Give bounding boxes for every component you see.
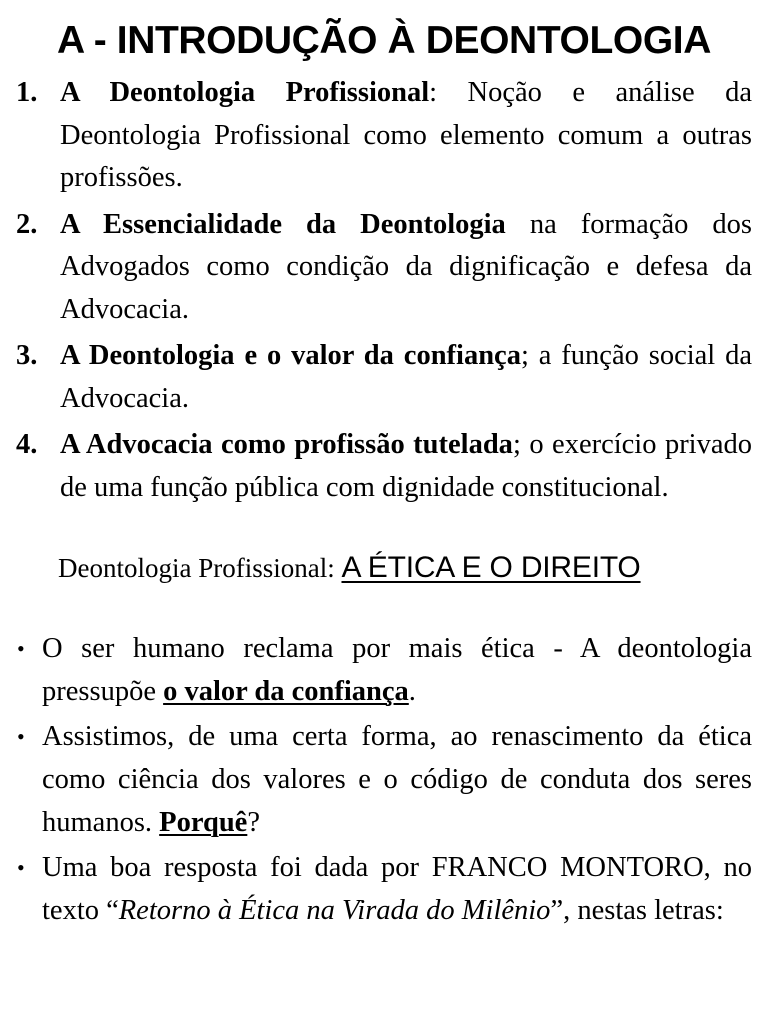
numbered-list bbox=[0, 72, 768, 509]
list-item-text: na formação dos Advogados como condição da dignificação e defesa da Advocacia. bbox=[60, 208, 752, 325]
subheading-emphasis: A ÉTICA E O DIREITO bbox=[341, 551, 641, 584]
bullet-text-part2: ? bbox=[247, 806, 260, 838]
list-item bbox=[0, 204, 768, 332]
list-item-bold-lead: A Deontologia e o valor da confiança bbox=[60, 340, 521, 371]
list-item bbox=[0, 627, 768, 713]
list-item-marker: 1. bbox=[16, 77, 38, 108]
bullet-italic-title: Retorno à Ética na Virada do Milênio bbox=[118, 894, 551, 926]
bullet-icon: • bbox=[17, 723, 25, 749]
list-item-marker: 3. bbox=[16, 340, 38, 371]
list-item bbox=[0, 335, 768, 420]
bullet-text-part1: O ser humano reclama por mais ética - A deontologia pressupõe bbox=[42, 632, 752, 707]
list-item bbox=[0, 715, 768, 844]
list-item-text: ; o exercício privado de uma função pública com dignidade constitucional. bbox=[60, 429, 752, 503]
list-item-bold-lead: A Advocacia como profissão tutelada bbox=[60, 429, 513, 460]
bullet-emphasis: o valor da confiança bbox=[163, 675, 409, 707]
list-item bbox=[0, 72, 768, 200]
list-item bbox=[0, 424, 768, 509]
bullet-text-part1: Assistimos, de uma certa forma, ao renascimento da ética como ciência dos valores e o código de conduta dos seres humanos. bbox=[42, 720, 752, 838]
subheading-lead: Deontologia Profissional: bbox=[58, 553, 342, 583]
list-item bbox=[0, 846, 768, 932]
list-item-marker: 4. bbox=[16, 429, 38, 460]
subheading bbox=[0, 513, 768, 591]
bullet-text-part2: . bbox=[408, 675, 416, 707]
list-item-text: ; a função social da Advocacia. bbox=[60, 340, 753, 414]
list-item-bold-lead: A Essencialidade da Deontologia bbox=[60, 208, 506, 240]
page-title: A - INTRODUÇÃO À DEONTOLOGIA bbox=[57, 19, 711, 62]
bullet-emphasis: Porquê bbox=[159, 806, 248, 838]
list-item-text: : Noção e análise da Deontologia Profissional como elemento comum a outras profissões. bbox=[60, 77, 752, 193]
bullet-icon: • bbox=[17, 635, 25, 661]
bullet-icon: • bbox=[17, 854, 25, 880]
list-item-marker: 2. bbox=[16, 208, 38, 240]
list-item-bold-lead: A Deontologia Profissional bbox=[60, 77, 430, 108]
bullet-list bbox=[0, 591, 768, 932]
bullet-text-part2: ”, nestas letras: bbox=[550, 894, 724, 926]
bullet-text-part1: Uma boa resposta foi dada por FRANCO MONTORO, no texto “ bbox=[42, 851, 752, 926]
